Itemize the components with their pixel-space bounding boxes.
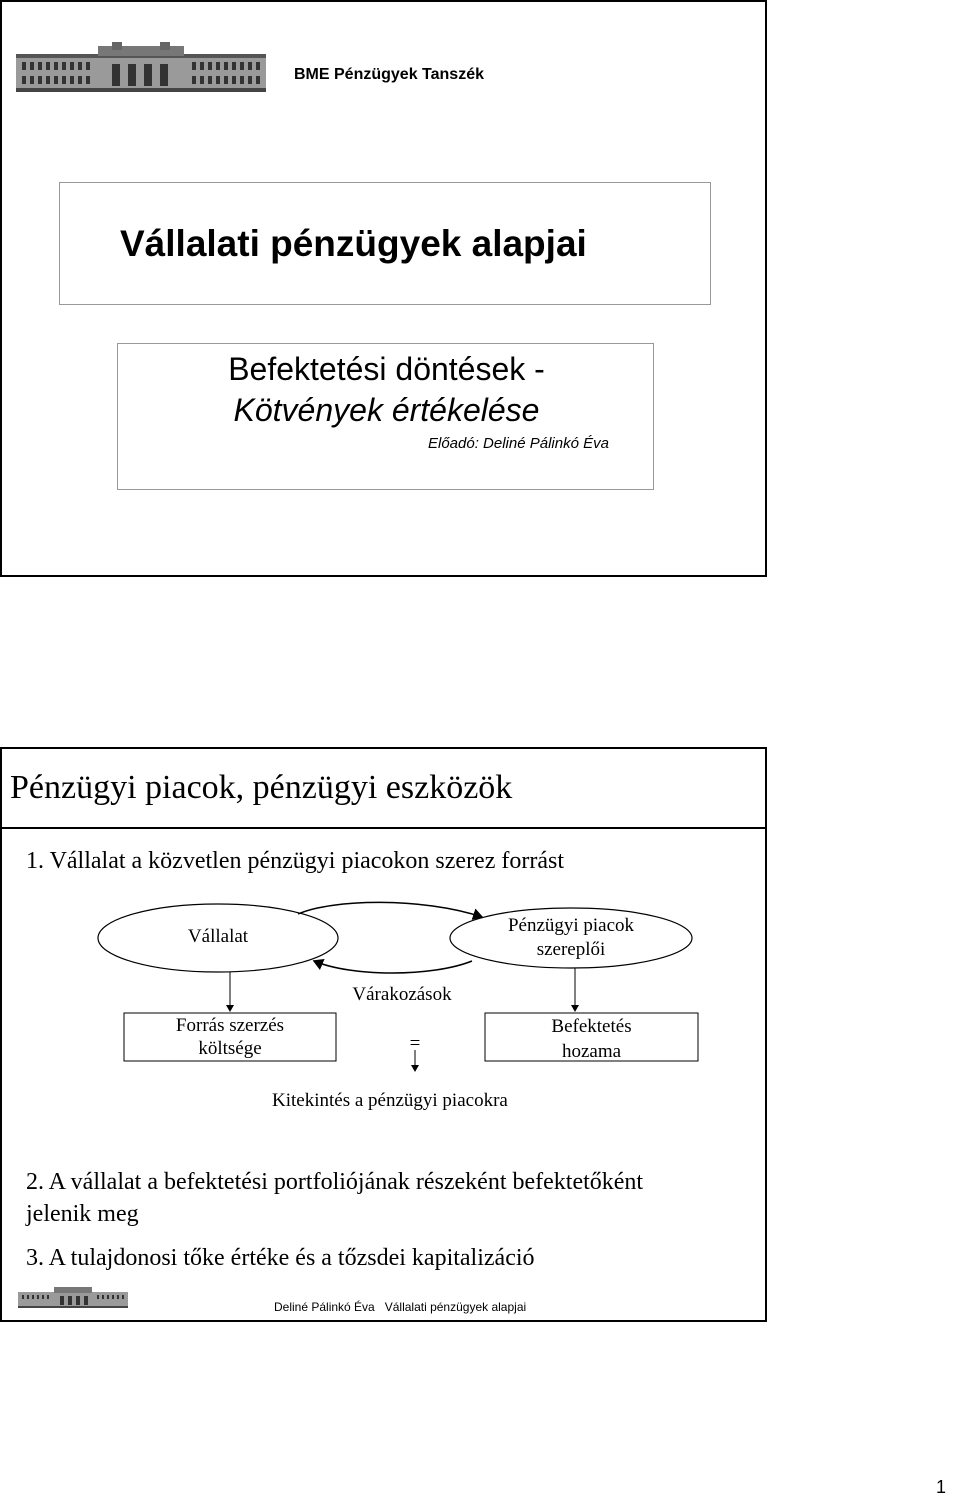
- equals-sign: =: [409, 1033, 421, 1054]
- subtitle-line-1: Befektetési döntések -: [228, 351, 545, 387]
- slide-title: Pénzügyi piacok, pénzügyi eszközök: [10, 769, 513, 806]
- cycle-arrow-bottom: [314, 961, 472, 973]
- department-header: BME Pénzügyek Tanszék: [294, 66, 484, 83]
- course-title-box: [59, 182, 711, 305]
- subtitle-box: [117, 343, 654, 490]
- market-label-line-1: Pénzügyi piacok: [507, 915, 635, 936]
- cost-label-line-2: költsége: [198, 1038, 262, 1059]
- expectations-label: Várakozások: [352, 984, 452, 1005]
- point-1: 1. Vállalat a közvetlen pénzügyi piacokon szerez forrást: [26, 848, 564, 874]
- subtitle-line-2: Kötvények értékelése: [233, 392, 540, 428]
- market-label-line-2: szereplői: [536, 939, 606, 960]
- outlook-caption: Kitekintés a pénzügyi piacokra: [272, 1090, 508, 1111]
- cost-label-line-1: Forrás szerzés: [175, 1015, 285, 1036]
- university-building-logo: [16, 42, 266, 94]
- slide-footer: Deliné Pálinkó Éva Vállalati pénzügyek alapjai: [274, 1300, 527, 1314]
- yield-label-line-1: Befektetés: [551, 1016, 632, 1037]
- course-title: Vállalati pénzügyek alapjai: [120, 223, 587, 264]
- point-2-line-2: jelenik meg: [26, 1201, 139, 1227]
- point-2-line-1: 2. A vállalat a befektetési portfoliójának részeként befektetőként: [26, 1169, 644, 1195]
- point-3: 3. A tulajdonosi tőke értéke és a tőzsdei kapitalizáció: [26, 1245, 535, 1271]
- slide-1: [0, 0, 767, 577]
- footer-building-logo: [18, 1286, 128, 1310]
- company-label: Vállalat: [187, 926, 249, 947]
- yield-label-line-2: hozama: [561, 1041, 622, 1062]
- page-number: 1: [936, 1477, 947, 1497]
- cycle-arrow-top: [298, 902, 482, 917]
- slide-2: [0, 747, 767, 1322]
- presenter-name: Előadó: Deliné Pálinkó Éva: [428, 435, 609, 452]
